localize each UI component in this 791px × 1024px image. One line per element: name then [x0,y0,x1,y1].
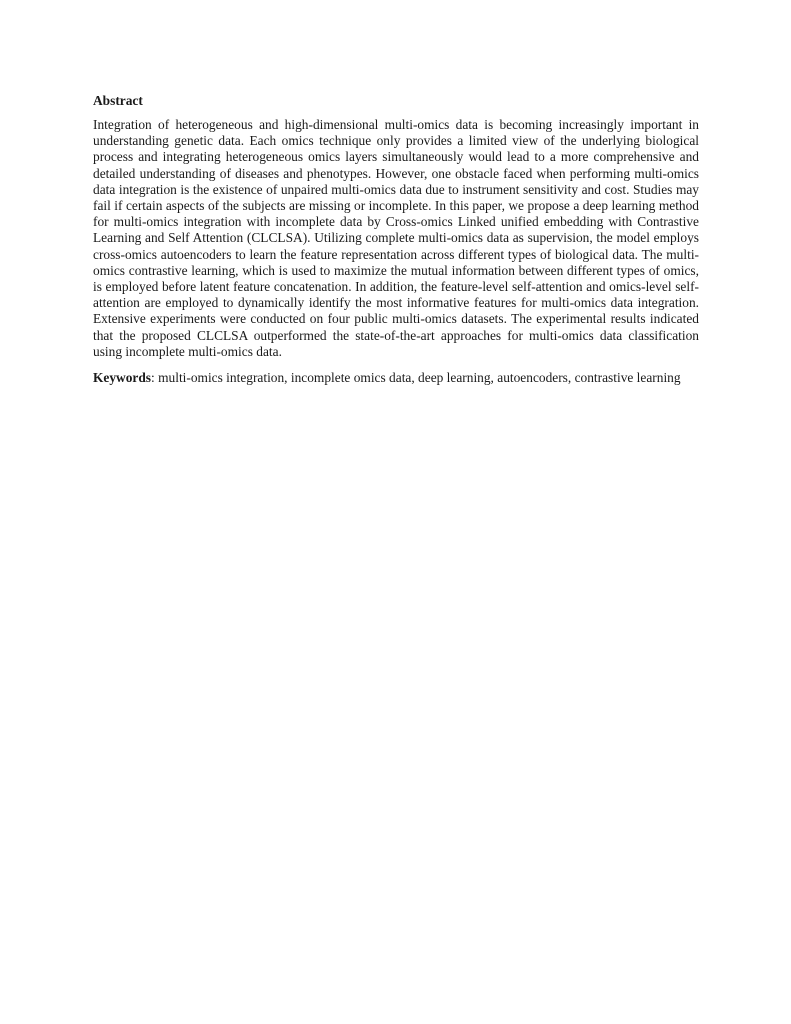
keywords-label: Keywords [93,370,152,386]
abstract-section [93,93,699,386]
keywords-paragraph [93,370,699,386]
keywords-separator: : [151,370,155,386]
keywords-text: multi-omics integration, incomplete omics data, deep learning, autoencoders, contrastive learning [154,370,681,386]
abstract-body: Integration of heterogeneous and high-dimensional multi-omics data is becoming increasingly important in understanding genetic data. Each omics technique only provides a limited view of the underlying biological process and integrating heterogeneous omics layers simultaneously would lead to a more comprehensive and detailed understanding of diseases and phenotypes. However, one obstacle faced when performing multi-omics data integration is the existence of unpaired multi-omics data due to instrument sensitivity and cost. Studies may fail if certain aspects of the subjects are missing or incomplete. In this paper, we propose a deep learning method for multi-omics integration with incomplete data by Cross-omics Linked unified embedding with Contrastive Learning and Self Attention (CLCLSA). Utilizing complete multi-omics data as supervision, the model employs cross-omics autoencoders to learn the feature representation across different types of biological data. The multi-omics contrastive learning, which is used to maximize the mutual information between different types of omics, is employed before latent feature concatenation. In addition, the feature-level self-attention and omics-level self-attention are employed to dynamically identify the most informative features for multi-omics data integration. Extensive experiments were conducted on four public multi-omics datasets. The experimental results indicated that the proposed CLCLSA outperformed the state-of-the-art approaches for multi-omics data classification using incomplete multi-omics data. [93,117,699,359]
abstract-heading: Abstract [93,93,143,108]
